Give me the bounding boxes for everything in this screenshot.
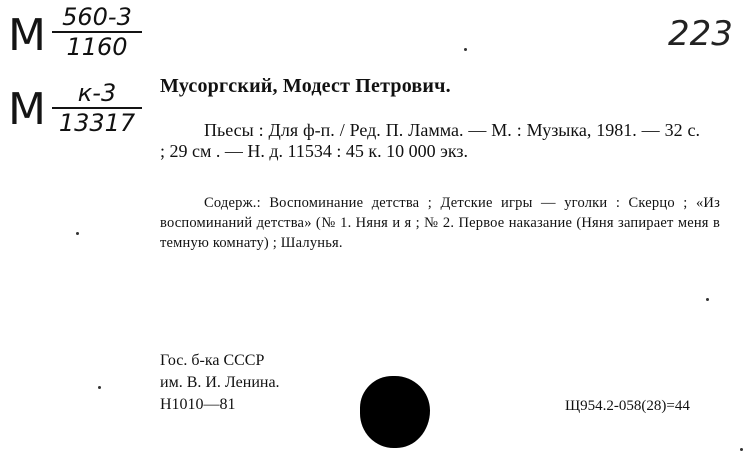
card-number: Н1010—81 [160, 396, 236, 413]
handwritten-shelf-letter-1: М [8, 10, 46, 61]
speck [740, 448, 743, 451]
shelf-denominator-1: 1160 [66, 33, 128, 61]
handwritten-shelf-fraction-2 [52, 80, 142, 136]
shelf-denominator-2: 13317 [58, 109, 136, 137]
bibliographic-description: Пьесы : Для ф-п. / Ред. П. Ламма. — М. : Музыка, 1981. — 32 с. ; 29 см . — Н. д. 11534 : 45 к. 10 000 экз. [160, 120, 700, 161]
speck [98, 386, 101, 389]
handwritten-shelf-letter-2: М [8, 84, 46, 135]
ink-blot [360, 376, 430, 448]
speck [76, 232, 79, 235]
library-name: Гос. б-ка СССР [160, 352, 265, 369]
contents-note: Содерж.: Воспоминание детства ; Детские игры — уголки : Скерцо ; «Из воспоминаний детства» (№ 1. Няня и я ; № 2. Первое наказание (Няня запирает меня в темную комнату) ; Шалунья. [160, 195, 720, 251]
library-name-line2: им. В. И. Ленина. [160, 374, 280, 391]
author-heading: Мусоргский, Модест Петрович. [160, 75, 451, 97]
speck [464, 48, 467, 51]
handwritten-corner-number: 223 [668, 14, 733, 54]
shelf-numerator-2: к-3 [77, 79, 117, 107]
library-imprint [160, 350, 280, 416]
handwritten-shelf-fraction-1 [52, 4, 142, 60]
classification-mark: Щ954.2-058(28)=44 [565, 398, 690, 414]
speck [706, 298, 709, 301]
shelf-numerator-1: 560-3 [62, 3, 132, 31]
